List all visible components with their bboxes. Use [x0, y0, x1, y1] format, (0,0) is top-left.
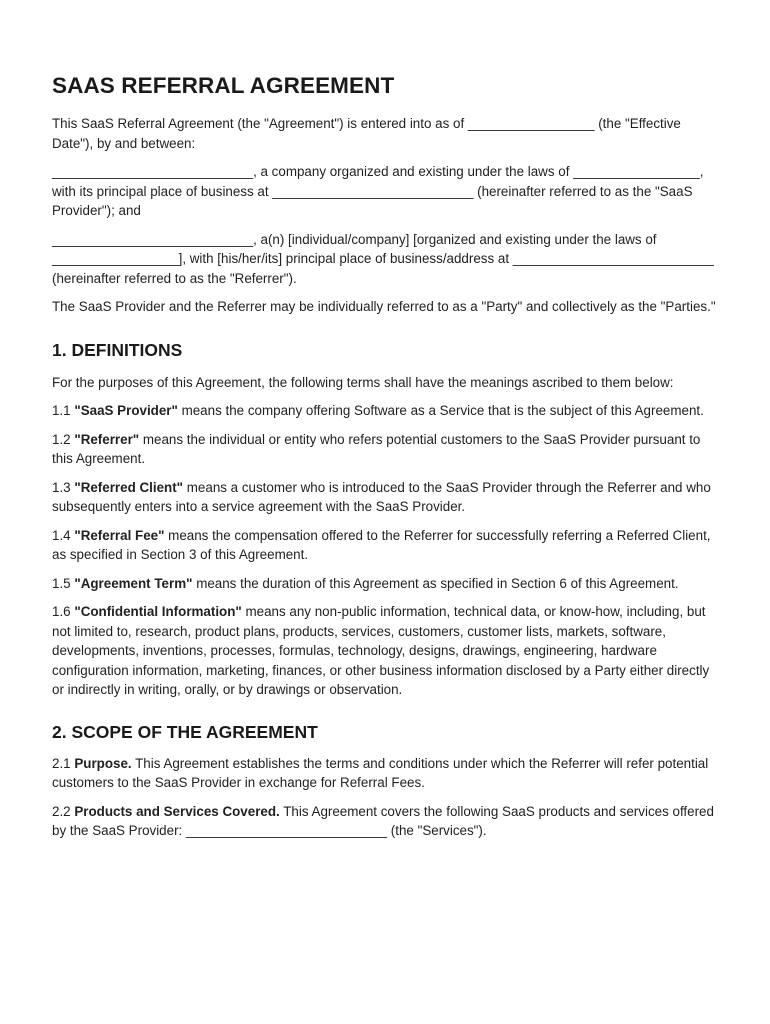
clause-text: This Agreement establishes the terms and conditions under which the Referrer will refer potential customers to the SaaS Provider in exchange for Referral Fees.	[52, 755, 709, 790]
definitions-intro: For the purposes of this Agreement, the following terms shall have the meanings ascribed to them below:	[52, 374, 674, 390]
clause-title: Purpose.	[74, 755, 132, 771]
definition-text: means a customer who is introduced to the SaaS Provider through the Referrer and who subsequently enters into a service agreement with the SaaS Provider.	[52, 479, 711, 514]
definition-item	[52, 430, 720, 469]
defined-term: "SaaS Provider"	[74, 403, 178, 418]
clause-number: 1.2	[52, 431, 75, 447]
defined-term: "Referral Fee"	[74, 527, 165, 543]
clause-number: 2.2	[52, 803, 75, 819]
scope-item	[52, 754, 720, 793]
intro-effective-date: This SaaS Referral Agreement (the "Agreement") is entered into as of _________________ (the "Effective Date"), by and between:	[52, 116, 681, 151]
definition-text: means the company offering Software as a Service that is the subject of this Agreement.	[177, 403, 704, 418]
document-title: SAAS REFERRAL AGREEMENT	[52, 73, 395, 98]
clause-number: 2.1	[52, 755, 75, 771]
definition-item	[52, 401, 720, 421]
defined-term: "Referrer"	[74, 431, 140, 447]
section-heading-scope: 2. SCOPE OF THE AGREEMENT	[52, 721, 318, 742]
intro-referrer: ___________________________, a(n) [individual/company] [organized and existing under the laws of _________________], with [his/her/its] principal place of business/address at ___________________________ (hereinafter referred to as the "Referrer").	[52, 231, 714, 286]
definition-item	[52, 602, 720, 700]
clause-number: 1.1	[52, 403, 75, 418]
definition-text: means the duration of this Agreement as specified in Section 6 of this Agreement.	[192, 575, 679, 591]
definition-item	[52, 526, 720, 565]
definition-item	[52, 478, 720, 517]
document-page	[52, 72, 720, 850]
intro-saas-provider: ___________________________, a company organized and existing under the laws of _________________, with its principal place of business at ___________________________ (hereinafter referred to as the "SaaS Provider"); and	[52, 164, 704, 218]
defined-term: "Referred Client"	[74, 479, 184, 495]
definition-text: means the compensation offered to the Referrer for successfully referring a Referred Client, as specified in Section 3 of this Agreement.	[52, 527, 711, 562]
definition-text: means any non-public information, technical data, or know-how, including, but not limited to, research, product plans, products, services, customers, customer lists, markets, software, developments, inventions, processes, formulas, technology, designs, drawings, engineering, hardware configuration information, marketing, finances, or other business information disclosed by a Party either directly or indirectly in writing, orally, or by drawings or observation.	[52, 604, 710, 697]
defined-term: "Confidential Information"	[74, 604, 242, 619]
clause-number: 1.4	[52, 527, 75, 543]
clause-text: This Agreement covers the following SaaS products and services offered by the SaaS Provider: ___________________________ (the "Services").	[52, 803, 714, 838]
clause-number: 1.3	[52, 479, 75, 495]
section-heading-definitions: 1. DEFINITIONS	[52, 339, 183, 360]
clause-title: Products and Services Covered.	[74, 803, 280, 819]
scope-item	[52, 802, 720, 841]
clause-number: 1.6	[52, 604, 75, 619]
defined-term: "Agreement Term"	[74, 575, 193, 591]
clause-number: 1.5	[52, 575, 75, 591]
definition-text: means the individual or entity who refers potential customers to the SaaS Provider pursuant to this Agreement.	[52, 431, 701, 466]
definition-item	[52, 574, 720, 594]
intro-parties: The SaaS Provider and the Referrer may be individually referred to as a "Party" and collectively as the "Parties."	[52, 299, 716, 314]
